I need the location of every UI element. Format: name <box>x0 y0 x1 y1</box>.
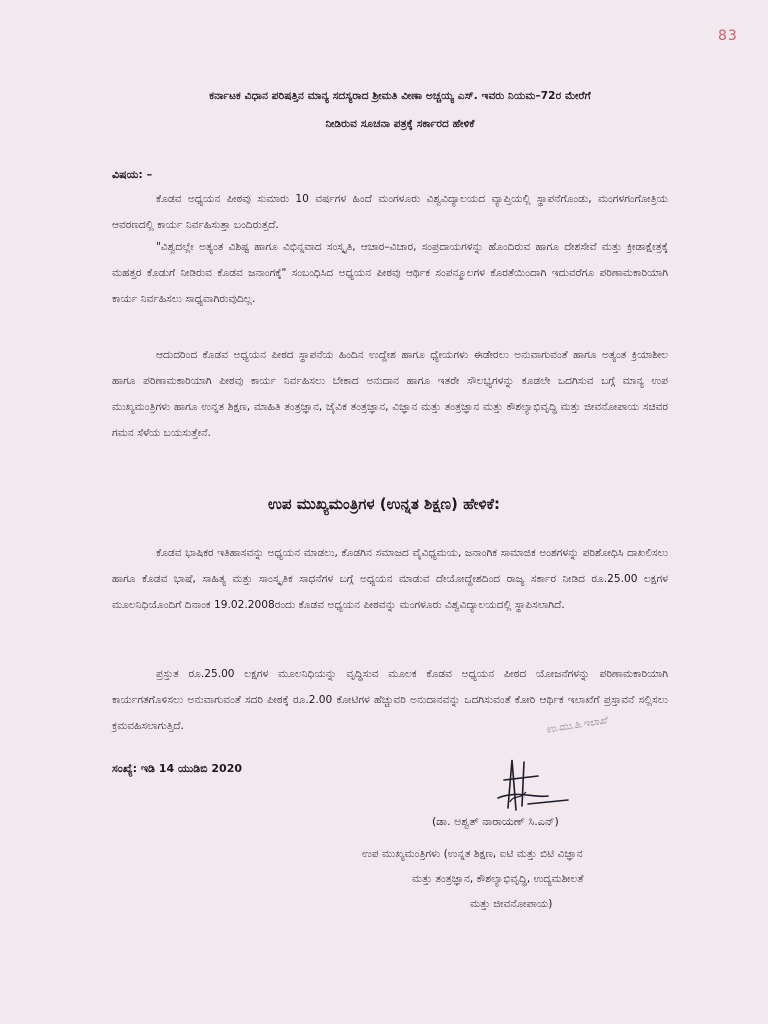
paragraph-5-text: ಪ್ರಸ್ತುತ ರೂ.25.00 ಲಕ್ಷಗಳ ಮೂಲನಿಧಿಯನ್ನು ವೃದ್ಧಿಸುವ ಮೂಲಕ ಕೊಡವ ಅಧ್ಯಯನ ಪೀಠದ ಯೋಜನೆಗಳನ್ನು ಪರಿಣಾಮಕಾರಿಯಾಗಿ ಕಾರ್ಯಗತಗೊಳಿಸಲು ಅನುವಾಗುವಂತೆ ಸದರಿ ಪೀಠಕ್ಕೆ ರೂ.2.00 ಕೋಟಿಗಳ ಹೆಚ್ಚುವರಿ ಅನುದಾನವನ್ನು ಒದಗಿಸುವಂತೆ ಕೋರಿ ಆರ್ಥಿಕ ಇಲಾಖೆಗೆ ಪ್ರಸ್ತಾವನೆ ಸಲ್ಲಿಸಲು ಕ್ರಮವಹಿಸಲಾಗುತ್ತಿದೆ. <box>112 668 668 732</box>
signatory-name: (ಡಾ. ಅಶ್ವತ್ ನಾರಾಯಣ್ ಸಿ.ಎನ್) <box>432 815 559 828</box>
paragraph-3-text: ಆದುದರಿಂದ ಕೊಡವ ಅಧ್ಯಯನ ಪೀಠದ ಸ್ಥಾಪನೆಯ ಹಿಂದಿನ ಉದ್ದೇಶ ಹಾಗೂ ಧ್ಯೇಯಗಳು ಈಡೇರಲು ಅನುವಾಗುವಂತೆ ಹಾಗೂ ಅತ್ಯಂತ ಕ್ರಿಯಾಶೀಲ ಹಾಗೂ ಪರಿಣಾಮಕಾರಿಯಾಗಿ ಪೀಠವು ಕಾರ್ಯ ನಿರ್ವಹಿಸಲು ಬೇಕಾದ ಅನುದಾನ ಹಾಗೂ ಇತರೇ ಸೌಲಭ್ಯಗಳನ್ನು ಕೂಡಲೇ ಒದಗಿಸುವ ಬಗ್ಗೆ ಮಾನ್ಯ ಉಪ ಮುಖ್ಯಮಂತ್ರಿಗಳು ಹಾಗೂ ಉನ್ನತ ಶಿಕ್ಷಣ, ಮಾಹಿತಿ ತಂತ್ರಜ್ಞಾನ, ಜೈವಿಕ ತಂತ್ರಜ್ಞಾನ, ವಿಜ್ಞಾನ ಮತ್ತು ತಂತ್ರಜ್ಞಾನ ಮತ್ತು ಕೌಶಲ್ಯಾಭಿವೃದ್ಧಿ ಮತ್ತು ಜೀವನೋಪಾಯ ಸಚಿವರ ಗಮನ ಸೆಳೆಯ ಬಯಸುತ್ತೇನೆ. <box>112 349 668 439</box>
paragraph-2 <box>112 234 668 312</box>
paragraph-3 <box>112 342 668 446</box>
page-number: 83 <box>718 28 738 44</box>
paragraph-4-text: ಕೊಡವ ಭಾಷಿಕರ ಇತಿಹಾಸವನ್ನು ಅಧ್ಯಯನ ಮಾಡಲು, ಕೊಡಗಿನ ಸಮಾಜದ ವೈವಿಧ್ಯಮಯ, ಜನಾಂಗಿಕ ಸಾಮಾಜಿಕ ಅಂಶಗಳನ್ನು ಪರಿಶೋಧಿಸಿ ದಾಖಲಿಸಲು ಹಾಗೂ ಕೊಡವ ಭಾಷೆ, ಸಾಹಿತ್ಯ ಮತ್ತು ಸಾಂಸ್ಕೃತಿಕ ಸಾಧನೆಗಳ ಬಗ್ಗೆ ಅಧ್ಯಯನ ಮಾಡುವ ದೇಯೋದ್ದೇಶದಿಂದ ರಾಜ್ಯ ಸರ್ಕಾರ ನೀಡಿದ ರೂ.25.00 ಲಕ್ಷಗಳ ಮೂಲನಿಧಿಯೊಂದಿಗೆ ದಿನಾಂಕ 19.02.2008ರಂದು ಕೊಡವ ಅಧ್ಯಯನ ಪೀಠವನ್ನು ಮಂಗಳೂರು ವಿಶ್ವವಿದ್ಯಾಲಯದಲ್ಲಿ ಸ್ಥಾಪಿಸಲಾಗಿದೆ. <box>112 547 668 611</box>
reference-number: ಸಂಖ್ಯೆ: ಇಡಿ 14 ಯುಡಿಬಿ 2020 <box>112 762 243 775</box>
subject-label: ವಿಷಯ: – <box>112 168 153 181</box>
paragraph-4 <box>112 540 668 618</box>
designation-line-2: ಮತ್ತು ತಂತ್ರಜ್ಞಾನ, ಕೌಶಲ್ಯಾಭಿವೃದ್ಧಿ, ಉದ್ಯಮಶೀಲತೆ <box>412 873 584 885</box>
designation-line-3: ಮತ್ತು ಜೀವನೋಪಾಯ) <box>470 898 553 910</box>
designation-line-1: ಉಪ ಮುಖ್ಯಮಂತ್ರಿಗಳು (ಉನ್ನತ ಶಿಕ್ಷಣ, ಐಟಿ ಮತ್ತು ಬಿಟಿ ವಿಜ್ಞಾನ <box>362 848 583 860</box>
section-heading: ಉಪ ಮುಖ್ಯಮಂತ್ರಿಗಳ (ಉನ್ನತ ಶಿಕ್ಷಣ) ಹೇಳಿಕೆ: <box>268 495 500 513</box>
paragraph-1 <box>112 186 668 238</box>
department-stamp: ಉ.ಮು.ಶಿ.ಇಲಾಖೆ <box>545 715 608 736</box>
signatory-designation <box>362 842 722 917</box>
signature-image <box>478 740 638 820</box>
document-title-line-1: ಕರ್ನಾಟಕ ವಿಧಾನ ಪರಿಷತ್ತಿನ ಮಾನ್ಯ ಸದಸ್ಯರಾದ ಶ್ರೀಮತಿ ವೀಣಾ ಅಚ್ಚಯ್ಯ ಎಸ್. ಇವರು ನಿಯಮ–72ರ ಮೇರೆಗೆ <box>209 90 591 102</box>
paragraph-1-text: ಕೊಡವ ಅಧ್ಯಯನ ಪೀಠವು ಸುಮಾರು 10 ವರ್ಷಗಳ ಹಿಂದೆ ಮಂಗಳೂರು ವಿಶ್ವವಿದ್ಯಾಲಯದ ವ್ಯಾಪ್ತಿಯಲ್ಲಿ ಸ್ಥಾಪನೆಗೊಂಡು, ಮಂಗಳಗಂಗೋತ್ರಿಯ ಆವರಣದಲ್ಲಿ ಕಾರ್ಯ ನಿರ್ವಹಿಸುತ್ತಾ ಬಂದಿರುತ್ತದೆ. <box>112 193 668 231</box>
document-title-line-2: ನೀಡಿರುವ ಸೂಚನಾ ಪತ್ರಕ್ಕೆ ಸರ್ಕಾರದ ಹೇಳಿಕೆ <box>325 118 475 130</box>
paragraph-2-text: "ವಿಶ್ವದಲ್ಲೇ ಅತ್ಯಂತ ವಿಶಿಷ್ಟ ಹಾಗೂ ವಿಭಿನ್ನವಾದ ಸಂಸ್ಕೃತಿ, ಆಚಾರ–ವಿಚಾರ, ಸಂಪ್ರದಾಯಗಳನ್ನು ಹೊಂದಿರುವ ಹಾಗೂ ದೇಶಸೇವೆ ಮತ್ತು ಕ್ರೀಡಾಕ್ಷೇತ್ರಕ್ಕೆ ಮಹತ್ತರ ಕೊಡುಗೆ ನೀಡಿರುವ ಕೊಡವ ಜನಾಂಗಕ್ಕೆ" ಸಂಬಂಧಿಸಿದ ಅಧ್ಯಯನ ಪೀಠವು ಆರ್ಥಿಕ ಸಂಪನ್ಮೂಲಗಳ ಕೊರತೆಯಿಂದಾಗಿ ಇದುವರೆಗೂ ಪರಿಣಾಮಕಾರಿಯಾಗಿ ಕಾರ್ಯ ನಿರ್ವಹಿಸಲು ಸಾಧ್ಯವಾಗಿರುವುದಿಲ್ಲ. <box>112 241 668 305</box>
